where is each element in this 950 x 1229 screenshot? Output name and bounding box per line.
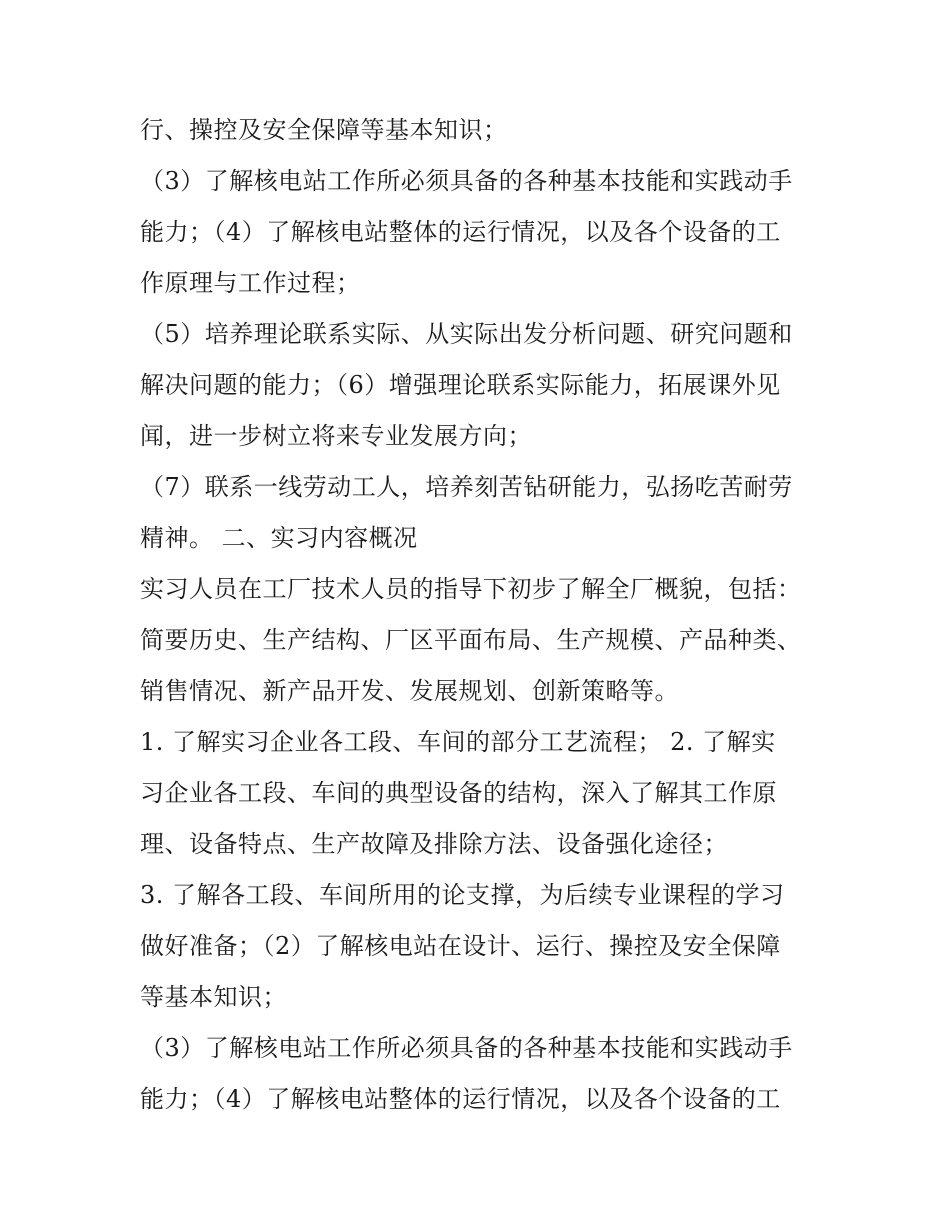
text-line: 能力；（4）了解核电站整体的运行情况，以及各个设备的工	[140, 218, 781, 246]
text-line: 理、设备特点、生产故障及排除方法、设备强化途径；	[140, 830, 728, 858]
text-line: 解决问题的能力；（6）增强理论联系实际能力，拓展课外见	[140, 371, 781, 399]
text-line: 习企业各工段、车间的典型设备的结构，深入了解其工作原	[140, 779, 777, 807]
text-line: 行、操控及安全保障等基本知识；	[140, 116, 508, 144]
text-line: 1. 了解实习企业各工段、车间的部分工艺流程； 2. 了解实	[140, 728, 776, 756]
text-line: （7）联系一线劳动工人，培养刻苦钻研能力，弘扬吃苦耐劳	[140, 473, 793, 501]
text-line: 销售情况、新产品开发、发展规划、创新策略等。	[140, 677, 679, 705]
text-line: 简要历史、生产结构、厂区平面布局、生产规模、产品种类、	[140, 626, 802, 654]
section-heading-line: 精神。 二、实习内容概况	[140, 524, 418, 552]
text-line: （3）了解核电站工作所必须具备的各种基本技能和实践动手	[140, 1034, 793, 1062]
text-line: 作原理与工作过程；	[140, 269, 361, 297]
text-line: 等基本知识；	[140, 983, 287, 1011]
text-line: 能力；（4）了解核电站整体的运行情况，以及各个设备的工	[140, 1085, 781, 1113]
text-line: 3. 了解各工段、车间所用的论支撑，为后续专业课程的学习	[140, 881, 785, 909]
text-line: （3）了解核电站工作所必须具备的各种基本技能和实践动手	[140, 167, 793, 195]
text-line: 闻，进一步树立将来专业发展方向；	[140, 422, 532, 450]
text-line: 实习人员在工厂技术人员的指导下初步了解全厂概貌，包括：	[140, 575, 802, 603]
text-line: 做好准备；（2）了解核电站在设计、运行、操控及安全保障	[140, 932, 781, 960]
text-line: （5）培养理论联系实际、从实际出发分析问题、研究问题和	[140, 320, 793, 348]
